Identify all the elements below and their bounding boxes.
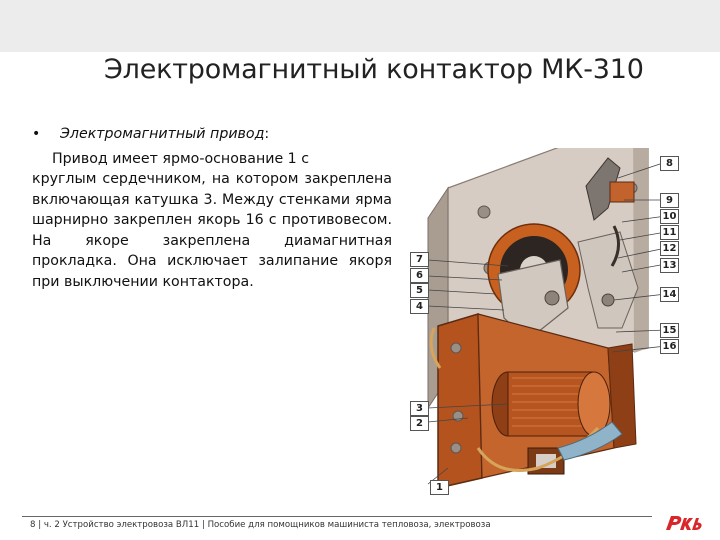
callout-label: 8 — [660, 156, 679, 171]
bullet-icon: • — [32, 126, 41, 142]
contactor-figure — [408, 148, 714, 500]
callout-label: 14 — [660, 287, 679, 302]
callout-label: 11 — [660, 225, 679, 240]
callout-label: 10 — [660, 209, 679, 224]
callout-label: 2 — [410, 416, 429, 431]
callout-label: 7 — [410, 252, 429, 267]
paragraph-body: круглым сердечником, на котором закреплена включающая катушка 3. Между стенками ярма шарнирно закреплен якорь 16 с противовесом. На якоре закреплена диамагнитная прокладка. Она исключает залипание якоря при выключении контактора. — [32, 171, 392, 290]
callout-label: 3 — [410, 401, 429, 416]
slide-title: Электромагнитный контактор МК-310 — [104, 54, 644, 85]
callout-label: 15 — [660, 323, 679, 338]
callout-label: 6 — [410, 268, 429, 283]
footer-caption: 8 | ч. 2 Устройство электровоза ВЛ11 | Пособие для помощников машиниста тепловоза, электровоза — [30, 520, 491, 530]
callout-label: 9 — [660, 193, 679, 208]
callout-label: 1 — [430, 480, 449, 495]
callout-label: 4 — [410, 299, 429, 314]
bullet-heading: Электромагнитный привод — [60, 126, 265, 142]
callout-label: 13 — [660, 258, 679, 273]
body-text — [32, 124, 392, 292]
footer-divider — [22, 516, 652, 517]
rzd-logo-icon — [664, 512, 704, 536]
callout-label: 5 — [410, 283, 429, 298]
paragraph-first-line: Привод имеет ярмо-основание 1 с — [52, 150, 310, 167]
bullet-item — [32, 124, 392, 145]
bullet-heading-suffix: : — [264, 126, 270, 142]
callout-label: 12 — [660, 241, 679, 256]
header-band — [0, 0, 720, 52]
callout-label: 16 — [660, 339, 679, 354]
